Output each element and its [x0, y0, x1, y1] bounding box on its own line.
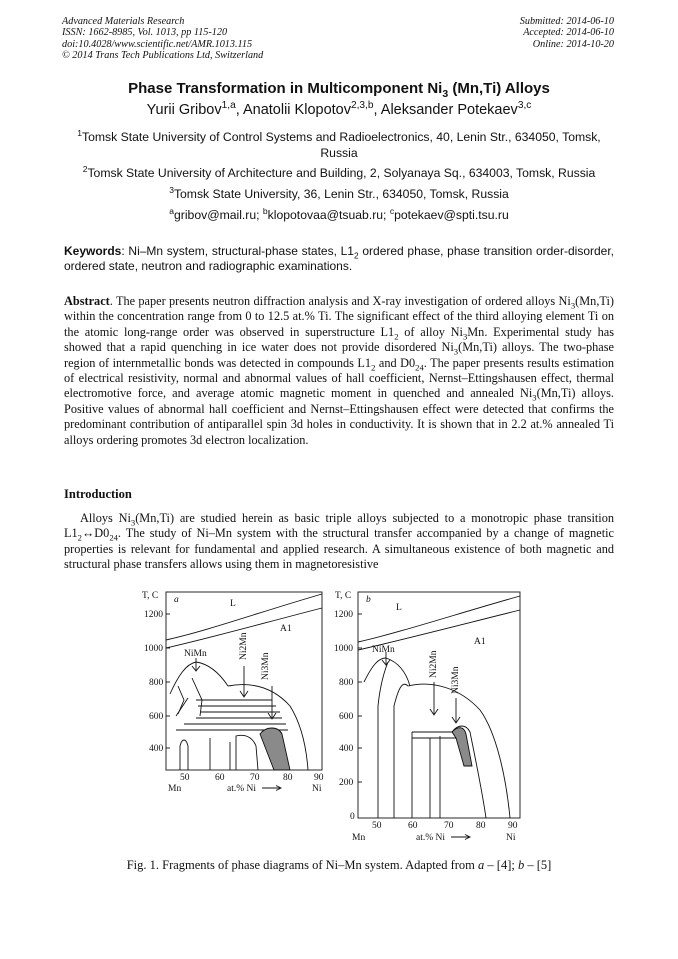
panel-a-label-NiMn: NiMn	[184, 649, 207, 659]
affiliation-2: $^2$Tomsk State University of Architecture and Building, 2, Solyanaya Sq., 634003, Tomsk, Russia	[82, 163, 596, 180]
email-link[interactable]: gribov@mail.ru;	[174, 208, 263, 222]
author-list: Yurii Gribov$^{1,a}$, Anatolii Klopotov$^{2,3,b}$, Aleksander Potekaev$^{3,c}$	[146, 100, 532, 118]
panel-a-label-A1: A1	[280, 624, 292, 634]
panel-b	[334, 591, 520, 843]
panel-a-letter: a	[174, 595, 179, 605]
panel-a-ylabel: T, C	[142, 591, 159, 601]
panel-a-ytick: 1200	[144, 610, 163, 620]
issn: ISSN: 1662-8985, Vol. 1013, pp 115-120	[62, 27, 228, 39]
copyright: © 2014 Trans Tech Publications Ltd, Switzerland	[62, 50, 264, 62]
panel-b-ylabel: T, C	[335, 591, 352, 601]
panel-b-x-left: Mn	[352, 833, 366, 843]
panel-b-xtick: 70	[444, 821, 454, 831]
introduction-paragraph: Alloys $Ni_3(Mn,Ti)$ are studied herein as basic triple alloys subjected to a monotropic phase transition $L1_2\leftrightarrow D0_{24}$. The study of Ni–Mn system with the structural transfer accompanied by a change of magnetic properties is relevant for fundamental and applied research. A simultaneous existence of both magnetic and structural phase transfers allows using them in magnetoresistive	[64, 511, 615, 572]
panel-b-xtick: 50	[372, 821, 382, 831]
panel-a-x-left: Mn	[168, 784, 182, 794]
panel-a-ytick: 800	[149, 678, 164, 688]
author-name: Anatolii Klopotov	[242, 102, 351, 118]
panel-a-label-L: L	[230, 599, 236, 609]
panel-a-xlabel: at.% Ni	[227, 784, 257, 794]
panel-b-ytick: 200	[339, 778, 354, 788]
panel-b-ytick: 1200	[334, 610, 353, 620]
online-date: Online: 2014-10-20	[532, 38, 614, 50]
panel-b-ytick: 0	[350, 812, 355, 822]
panel-b-ytick: 1000	[334, 644, 353, 654]
panel-b-a1-boundary	[408, 684, 510, 818]
panel-b-ytick: 600	[339, 712, 354, 722]
panel-a-yticks	[166, 614, 170, 748]
panel-a-label-Ni2Mn: Ni2Mn	[239, 632, 249, 660]
author-name: Yurii Gribov	[146, 102, 222, 118]
panel-a-x-right: Ni	[312, 784, 322, 794]
doi: doi:10.4028/www.scientific.net/AMR.1013.115	[62, 38, 253, 50]
keywords-label: Keywords	[64, 244, 122, 258]
abstract: Abstract. The paper presents neutron diffraction analysis and X-ray investigation of ordered alloys $Ni_3(Mn,Ti)$ within the concentration range from 0 to 12.5 at.% Ti. The significant effect of the third alloying element Ti on the atomic long-range order was observed in superstructure $L1_2$ of alloy $Ni_3Mn$. Experimental study has showed that a rapid quenching in ice water does not provide disordered $Ni_3(Mn,Ti)$ alloys. The two-phase region of internmetallic bonds was detected in compounds $L1_2$ and $D0_{24}$. The paper presents results estimation of electrical resistivity, normal and abnormal values of hall coefficient, Nernst–Ettingshausen effect, thermal electromotive force, and average atomic magnetic moment in quenched and annealed $Ni_3(Mn,Ti)$ alloys. Positive values of abnormal hall coefficient and Nernst–Ettingshausen effect were detected that confirms the predominant contribution of antiparallel spin 3d holes in conductivity. It is shown that in 2.2 at.% annealed Ti alloys ordering promotes 3d electron localization.	[64, 294, 615, 447]
email-link[interactable]: klopotovaa@tsuab.ru;	[267, 208, 390, 222]
panel-b-yticks	[358, 614, 362, 782]
journal-header	[62, 16, 263, 62]
abstract-label: Abstract	[64, 294, 110, 308]
panel-b-label-Ni3Mn: Ni3Mn	[451, 666, 461, 694]
panel-a	[142, 591, 324, 794]
author-name: Aleksander Potekaev	[380, 102, 518, 118]
panel-b-x-right: Ni	[506, 833, 516, 843]
affiliation-3: $^3$Tomsk State University, 36, Lenin Str., 634050, Tomsk, Russia	[169, 184, 509, 201]
panel-b-solidus	[358, 610, 520, 650]
journal-name: Advanced Materials Research	[62, 16, 185, 27]
panel-a-ytick: 1000	[144, 644, 163, 654]
panel-b-ytick: 400	[339, 744, 354, 754]
panel-b-label-NiMn: NiMn	[372, 645, 395, 655]
panel-b-two-phase-fill	[452, 728, 472, 766]
paper-title: Phase Transformation in Multicomponent $Ni_3$ (Mn,Ti) Alloys	[128, 80, 550, 100]
panel-a-xtick: 60	[215, 773, 225, 783]
panel-b-xtick: 60	[408, 821, 418, 831]
panel-a-label-Ni3Mn: Ni3Mn	[261, 652, 271, 680]
panel-a-xtick: 80	[283, 773, 293, 783]
panel-b-xlabel: at.% Ni	[416, 833, 446, 843]
panel-b-frame	[358, 592, 520, 818]
panel-a-xtick: 50	[180, 773, 190, 783]
panel-b-xtick: 90	[508, 821, 518, 831]
panel-a-ytick: 400	[149, 744, 164, 754]
email-list: $^a$gribov@mail.ru; $^b$klopotovaa@tsuab.ru; $^c$potekaev@spti.tsu.ru	[169, 205, 509, 222]
panel-b-label-L: L	[396, 603, 402, 613]
accepted-date: Accepted: 2014-06-10	[523, 27, 614, 39]
figure-caption: Fig. 1. Fragments of phase diagrams of Ni–Mn system. Adapted from a – [4]; b – [5]	[126, 858, 552, 872]
dates-header	[520, 16, 614, 50]
submitted-date: Submitted: 2014-06-10	[519, 16, 614, 27]
section-heading-introduction: Introduction	[64, 487, 132, 501]
panel-a-two-phase-fill	[260, 728, 290, 770]
panel-b-label-A1: A1	[474, 637, 486, 647]
panel-a-xtick: 90	[314, 773, 324, 783]
keywords: Keywords: Ni–Mn system, structural-phase states, $L1_2$ ordered phase, phase transition order-disorder, ordered state, neutron and radiographic examinations.	[64, 244, 614, 274]
panel-b-letter: b	[366, 595, 371, 605]
panel-a-a1-boundary	[228, 685, 308, 770]
panel-b-ytick: 800	[339, 678, 354, 688]
panel-b-liquidus	[358, 596, 520, 642]
panel-a-ytick: 600	[149, 712, 164, 722]
affiliation-1: $^1$Tomsk State University of Control Systems and Radioelectronics, 40, Lenin Str., 634050, Tomsk, Russia	[77, 127, 601, 160]
phase-diagram-figure	[140, 586, 530, 848]
panel-b-label-Ni2Mn: Ni2Mn	[429, 650, 439, 678]
email-link[interactable]: potekaev@spti.tsu.ru	[394, 208, 509, 222]
panel-b-nimn-dome	[364, 658, 410, 686]
panel-b-xtick: 80	[476, 821, 486, 831]
panel-a-xtick: 70	[250, 773, 260, 783]
panel-a-hatch	[176, 700, 288, 730]
